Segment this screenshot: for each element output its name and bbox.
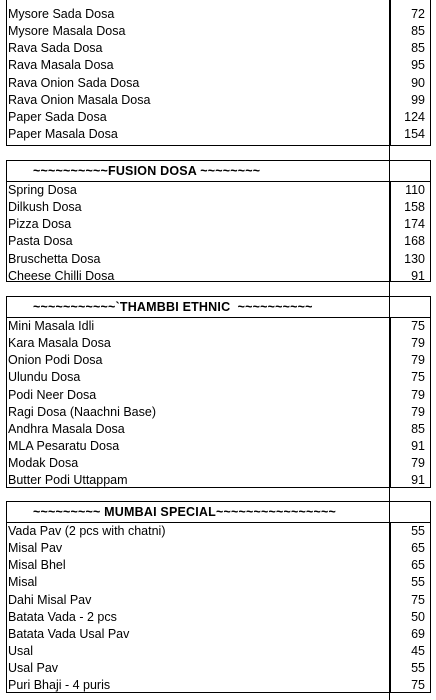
item-price: 55 [411,575,425,590]
menu-item [7,318,430,335]
item-price: 154 [404,126,425,141]
menu-item [7,199,430,216]
menu-item [7,438,430,455]
menu-item [7,523,430,540]
menu-section-thambbi-ethnic [6,296,431,488]
menu-item [7,643,430,660]
item-price: 124 [404,109,425,124]
item-name: Dahi Misal Pav [8,592,92,607]
menu-item [7,609,430,626]
item-price: 79 [411,353,425,368]
item-price: 110 [405,183,425,197]
item-name: Ragi Dosa (Naachni Base) [8,404,156,419]
item-name: Pasta Dosa [8,234,73,249]
item-name: Pizza Dosa [8,217,72,232]
item-price: 174 [404,217,425,232]
menu-item [7,592,430,609]
item-price: 75 [411,678,425,693]
item-name: Misal Bhel [8,558,66,573]
menu-item [7,23,430,40]
menu-section-dosa [6,0,431,146]
menu-item [7,75,430,92]
item-name: Rava Masala Dosa [8,58,114,73]
item-price: 130 [404,251,425,266]
menu-item [7,40,430,57]
item-price: 65 [411,541,425,556]
item-price: 75 [411,319,425,333]
item-price: 158 [404,200,425,215]
menu-item [7,677,430,694]
item-name: Usal Pav [8,661,59,676]
item-name: Rava Onion Sada Dosa [8,75,140,90]
item-price: 55 [411,524,425,538]
item-price: 79 [411,336,425,351]
menu-item [7,557,430,574]
menu-item [7,57,430,74]
item-name: Batata Vada Usal Pav [8,626,130,641]
item-name: Kara Masala Dosa [8,336,111,351]
item-price: 72 [411,7,425,21]
menu-item [7,268,430,285]
section-header: ~~~~~~~~~~~`THAMBBI ETHNIC ~~~~~~~~~~ [7,297,430,318]
item-name: Batata Vada - 2 pcs [8,609,117,624]
item-name: Vada Pav (2 pcs with chatni) [8,524,166,538]
item-name: Podi Neer Dosa [8,387,97,402]
item-price: 91 [411,473,425,488]
item-name: Spring Dosa [8,183,77,197]
item-price: 85 [411,24,425,39]
item-name: Paper Sada Dosa [8,109,107,124]
item-price: 90 [411,75,425,90]
menu-items [7,0,430,143]
item-name: Usal [8,643,34,658]
menu-item [7,109,430,126]
item-name: Bruschetta Dosa [8,251,101,266]
item-price: 85 [411,421,425,436]
item-price: 75 [411,592,425,607]
menu-items [7,318,430,489]
item-name: Rava Sada Dosa [8,41,103,56]
menu-item [7,92,430,109]
item-name: Modak Dosa [8,456,79,471]
menu-item [7,626,430,643]
item-name: Misal [8,575,38,590]
menu-item [7,404,430,421]
menu-item [7,421,430,438]
menu-item [7,574,430,591]
menu-section-fusion-dosa [6,160,431,282]
menu-item [7,233,430,250]
item-price: 91 [411,268,425,283]
item-name: Onion Podi Dosa [8,353,103,368]
item-price: 91 [411,438,425,453]
section-header: ~~~~~~~~~ MUMBAI SPECIAL~~~~~~~~~~~~~~~~ [7,502,430,523]
menu-item [7,472,430,489]
item-price: 55 [411,661,425,676]
item-price: 69 [411,626,425,641]
item-price: 79 [411,387,425,402]
menu-item [7,335,430,352]
menu-item [7,352,430,369]
item-name: Puri Bhaji - 4 puris [8,678,111,693]
item-name: Butter Podi Uttappam [8,473,128,488]
menu-item [7,126,430,143]
menu-item [7,182,430,199]
item-name: Mysore Masala Dosa [8,24,126,39]
item-name: Misal Pav [8,541,63,556]
menu-item [7,251,430,268]
section-header: ~~~~~~~~~~FUSION DOSA ~~~~~~~~ [7,161,430,182]
item-name: Ulundu Dosa [8,370,81,385]
item-price: 95 [411,58,425,73]
menu-item [7,387,430,404]
menu-item [7,216,430,233]
menu-section-mumbai-special [6,501,431,693]
item-price: 79 [411,456,425,471]
item-name: MLA Pesaratu Dosa [8,438,120,453]
menu-item [7,6,430,23]
menu-item [7,369,430,386]
menu-item [7,455,430,472]
item-name: Cheese Chilli Dosa [8,268,115,283]
item-name: Mysore Sada Dosa [8,7,115,21]
item-price: 99 [411,92,425,107]
menu-item [7,540,430,557]
item-price: 85 [411,41,425,56]
item-name: Mini Masala Idli [8,319,95,333]
item-name: Andhra Masala Dosa [8,421,125,436]
item-price: 45 [411,643,425,658]
item-price: 50 [411,609,425,624]
item-price: 65 [411,558,425,573]
item-price: 79 [411,404,425,419]
item-name: Paper Masala Dosa [8,126,118,141]
item-name: Rava Onion Masala Dosa [8,92,151,107]
menu-item [7,660,430,677]
item-price: 75 [411,370,425,385]
menu-items [7,523,430,694]
menu-items [7,182,430,285]
item-price: 168 [404,234,425,249]
item-name: Dilkush Dosa [8,200,82,215]
